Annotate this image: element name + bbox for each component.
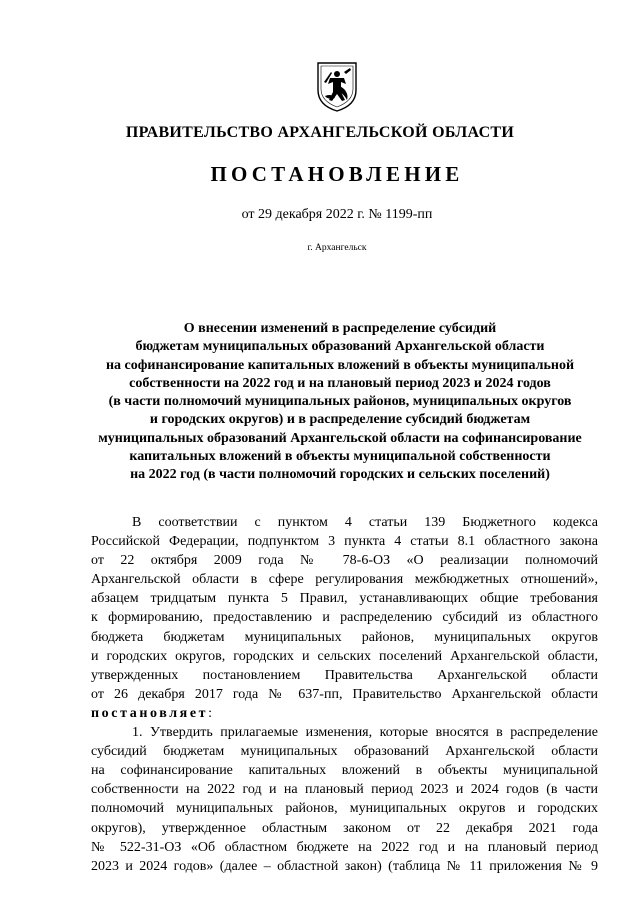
body-line: бюджета бюджетам муниципальных районов, муниципальных округов [91, 629, 598, 645]
body-line: округов), утвержденное областным законом от 22 декабря 2021 года [91, 820, 598, 836]
document-title [70, 320, 610, 485]
government-name: ПРАВИТЕЛЬСТВО АРХАНГЕЛЬСКОЙ ОБЛАСТИ [125, 124, 515, 141]
body-line: В соответствии с пунктом 4 статьи 139 Бюджетного кодекса [132, 515, 598, 530]
body-line: от 22 октября 2009 года № 78-6-ОЗ «О реализации полномочий [91, 553, 598, 569]
title-line: бюджетам муниципальных образований Архангельской области [135, 339, 545, 355]
coat-of-arms-icon [315, 60, 359, 112]
body-line: субсидий бюджетам муниципальных образований Архангельской области [91, 744, 598, 760]
title-line: О внесении изменений в распределение субсидий [183, 321, 497, 336]
body-line: к формированию, предоставлению и распределению субсидий из областного [91, 610, 598, 626]
body-line: полномочий муниципальных районов, муниципальных округов и городских [91, 801, 598, 817]
resolves-colon: : [208, 705, 213, 721]
title-line: муниципальных образований Архангельской области на софинансирование [98, 430, 582, 446]
body-line: от 26 декабря 2017 года № 637-пп, Правительство Архангельской области [91, 686, 598, 702]
title-line: капитальных вложений в объекты муниципальной собственности [129, 449, 551, 465]
title-line: (в части полномочий муниципальных районов, муниципальных округов [108, 394, 572, 410]
body-line: абзацем тридцатым пункта 5 Правил, устанавливающих общие требования [91, 591, 598, 607]
title-line: на 2022 год (в части полномочий городских и сельских поселений) [130, 467, 550, 483]
title-line: и городских округов) и в распределение субсидий бюджетам [149, 412, 531, 428]
body-line: № 522-31-ОЗ «Об областном бюджете на 2022 год и на плановый период [91, 839, 598, 855]
body-line: и городских округов, городских и сельских поселений Архангельской области, [91, 648, 598, 664]
body-line: 2023 и 2024 годов» (далее – областной закон) (таблица № 11 приложения № 9 [91, 858, 598, 874]
document-type: ПОСТАНОВЛЕНИЕ [210, 162, 464, 186]
title-line: на софинансирование капитальных вложений в объекты муниципальной [105, 357, 575, 373]
resolves-word: постановляет [91, 705, 209, 721]
body-line: утвержденных постановлением Правительства Архангельской области [91, 667, 598, 683]
body-line: Российской Федерации, подпунктом 3 пункта 4 статьи 8.1 областного закона [91, 534, 598, 550]
body-line: на софинансирование капитальных вложений в объекты муниципальной [91, 763, 598, 779]
city: г. Архангельск [307, 243, 367, 253]
body-line: 1. Утвердить прилагаемые изменения, которые вносятся в распределение [132, 725, 598, 741]
resolves-line [91, 704, 598, 723]
title-line: собственности на 2022 год и на плановый период 2023 и 2024 годов [129, 375, 551, 391]
body-line: собственности на 2022 год и на плановый период 2023 и 2024 годов (в части [91, 782, 598, 798]
body-line: Архангельской области в сфере регулирования межбюджетных отношений», [91, 572, 598, 588]
document-body [91, 513, 598, 876]
date-and-number: от 29 декабря 2022 г. № 1199-пп [241, 207, 433, 222]
